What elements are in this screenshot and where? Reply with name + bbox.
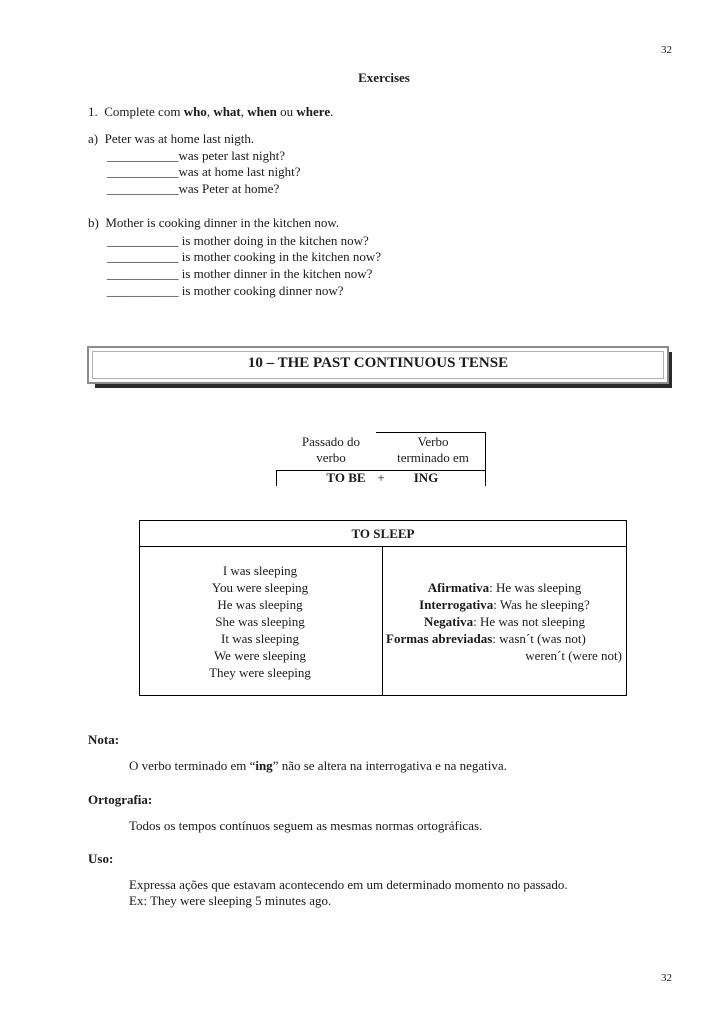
negativa-row: Negativa: He was not sleeping bbox=[423, 614, 586, 629]
formula-col2-line2: terminado em bbox=[397, 450, 469, 465]
formula-col1-line2: verbo bbox=[316, 450, 346, 465]
ortografia-text: Todos os tempos contínuos seguem as mesmas normas ortográficas. bbox=[129, 818, 483, 833]
conjugation-form: She was sleeping bbox=[215, 614, 305, 629]
exercise-1-instruction: 1. Complete com who, what, when ou where. bbox=[88, 104, 334, 119]
conjugation-form: You were sleeping bbox=[211, 580, 309, 595]
formula-to-be: TO BE bbox=[326, 470, 366, 485]
conjugation-form: We were sleeping bbox=[213, 648, 307, 663]
nota-label: Nota: bbox=[88, 732, 120, 747]
formula-top-rule bbox=[376, 432, 486, 433]
page-number-bottom: 32 bbox=[661, 972, 672, 984]
formula-box bbox=[276, 432, 486, 486]
formula-ing: ING bbox=[413, 470, 439, 485]
section-title: 10 – THE PAST CONTINUOUS TENSE bbox=[247, 355, 509, 371]
nota-text: O verbo terminado em “ing” não se altera na interrogativa e na negativa. bbox=[129, 758, 507, 773]
part-b-line: ___________ is mother doing in the kitchen now? bbox=[107, 233, 369, 248]
formula-col1-line1: Passado do bbox=[301, 434, 361, 449]
conjugation-form: It was sleeping bbox=[221, 631, 299, 646]
abreviadas-row: Formas abreviadas: wasn´t (was not) bbox=[386, 631, 586, 646]
conjugation-table bbox=[139, 520, 627, 696]
ortografia-label: Ortografia: bbox=[88, 792, 153, 807]
conjugation-verb: TO SLEEP bbox=[140, 521, 626, 547]
page-number-top: 32 bbox=[661, 44, 672, 56]
part-a-line: ___________was Peter at home? bbox=[107, 181, 280, 196]
formula-plus: + bbox=[377, 470, 385, 485]
conjugation-forms bbox=[180, 562, 340, 681]
afirmativa-row: Afirmativa: He was sleeping bbox=[427, 580, 582, 595]
abreviadas-row-2: weren´t (were not) bbox=[525, 648, 622, 663]
part-a-line: ___________was at home last night? bbox=[107, 164, 301, 179]
formula-left-rule bbox=[276, 471, 277, 486]
uso-text: Expressa ações que estavam acontecendo em um determinado momento no passado. bbox=[129, 877, 568, 892]
uso-example: Ex: They were sleeping 5 minutes ago. bbox=[129, 893, 332, 908]
part-b-line: ___________ is mother cooking in the kitchen now? bbox=[107, 249, 382, 264]
conjugation-form: They were sleeping bbox=[209, 665, 311, 680]
part-a-line: ___________was peter last night? bbox=[107, 148, 285, 163]
part-a-statement: a) Peter was at home last nigth. bbox=[88, 131, 255, 146]
conjugation-form: He was sleeping bbox=[217, 597, 303, 612]
part-b-statement: b) Mother is cooking dinner in the kitchen now. bbox=[88, 215, 340, 230]
interrogativa-row: Interrogativa: Was he sleeping? bbox=[419, 597, 590, 612]
formula-col2-line1: Verbo bbox=[417, 434, 449, 449]
part-b-line: ___________ is mother cooking dinner now? bbox=[107, 283, 344, 298]
uso-label: Uso: bbox=[88, 851, 114, 866]
conjugation-examples bbox=[383, 579, 626, 664]
part-b-line: ___________ is mother dinner in the kitchen now? bbox=[107, 266, 373, 281]
exercises-title: Exercises bbox=[358, 70, 410, 85]
conjugation-form: I was sleeping bbox=[222, 563, 298, 578]
